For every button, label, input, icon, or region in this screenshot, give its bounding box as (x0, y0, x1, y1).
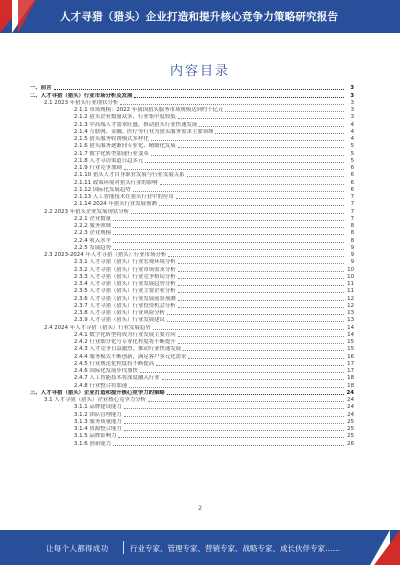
toc-entry-page: 10 (347, 273, 354, 280)
toc-entry-title: 2.4.4 服务模式不断创新，满足客户多元化需求 (74, 353, 187, 360)
toc-dot-leader (176, 198, 344, 199)
toc-entry-page: 4 (350, 121, 354, 128)
toc-entry-page: 8 (350, 223, 354, 229)
toc-dot-leader (148, 401, 344, 402)
toc-entry-title: 2.1.11 政策环境对猎头行业的影响 (74, 179, 158, 186)
toc-dot-leader (124, 416, 344, 417)
toc-entry-title: 2.3 2023-2024 年人才寻猎（猎头）行业市场分析 (44, 252, 167, 258)
toc-entry[interactable] (30, 345, 354, 352)
toc-entry-page: 25 (347, 433, 354, 440)
toc-entry-title: 三、人才寻猎（猎头）企业打造和提升核心竞争力的策略 (30, 389, 165, 396)
toc-dot-leader (162, 379, 344, 380)
toc-entry[interactable] (30, 84, 354, 91)
toc-entry-title: 2.4.5 行业规范化程度将不断提高 (74, 360, 155, 367)
toc-entry[interactable] (30, 91, 354, 98)
toc-entry-page: 7 (350, 208, 354, 215)
toc-dot-leader (178, 263, 344, 264)
toc-entry[interactable] (30, 186, 354, 193)
toc-entry[interactable] (30, 178, 354, 185)
toc-entry-title: 2.4.1 数字化转型将成为行业发展主要方向 (74, 331, 176, 338)
toc-entry-title: 2.1.4 互联网、金融、医疗等行业为猎头服务需求主要领域 (74, 128, 214, 135)
toc-entry-page: 6 (350, 186, 354, 193)
toc-entry-title: 二、人才寻猎（猎头）行业市场分析及发展 (30, 92, 133, 99)
toc-entry-page: 14 (347, 324, 354, 331)
toc-dot-leader (187, 176, 344, 177)
toc-entry[interactable] (30, 410, 354, 417)
toc-entry-title: 2.3.9 人才寻猎（猎头）行业发展建议 (74, 317, 165, 324)
toc-dot-leader (120, 104, 344, 105)
toc-dot-leader (178, 307, 344, 308)
toc-entry-page: 9 (350, 259, 354, 266)
toc-entry[interactable] (30, 244, 354, 251)
toc-entry[interactable] (30, 113, 354, 120)
toc-entry-page: 6 (350, 165, 354, 171)
toc-entry-page: 24 (346, 389, 354, 396)
toc-entry-page: 3 (350, 114, 354, 121)
toc-entry-title: 2.4.3 人才竞争日益激烈，推动行业快速发展 (74, 346, 182, 353)
toc-dot-leader (118, 437, 344, 438)
toc-entry-page: 9 (350, 252, 354, 258)
toc-entry-title: 2.3.1 人才寻猎（猎头）行业宏观环境分析 (74, 259, 176, 266)
toc-entry-title: 3.1 人才寻猎（猎头）企业核心竞争力分析 (44, 397, 146, 403)
toc-entry-page: 15 (347, 346, 354, 353)
toc-entry-page: 24 (347, 411, 354, 418)
toc-dot-leader (129, 387, 344, 388)
toc-entry-title: 2.4.8 行业整合将加速 (74, 382, 128, 389)
toc-dot-leader (153, 329, 344, 330)
footer-services: 行业专家、管理专家、营销专家、战略专家、成长伙伴专家…… (130, 544, 340, 553)
toc-dot-leader (183, 350, 344, 351)
toc-entry-page: 12 (347, 295, 354, 302)
toc-dot-leader (113, 249, 344, 250)
toc-entry-title: 2.1.1 市场规模：2022 年我国猎头服务市场规模达到约千亿元 (74, 107, 224, 113)
toc-entry-title: 2.3.5 人才寻猎（猎头）行业主要企业分析 (74, 288, 176, 295)
toc-entry-title: 2.2.4 收入水平 (74, 237, 111, 244)
toc-dot-leader (167, 314, 344, 315)
toc-entry-title: 2.1.7 数字化转型加速行业变革 (74, 150, 149, 157)
toc-entry-page: 11 (347, 281, 354, 287)
toc-entry-page: 5 (350, 150, 354, 157)
toc-dot-leader (156, 365, 344, 366)
toc-dot-leader (168, 256, 344, 257)
toc-dot-leader (178, 271, 344, 272)
toc-entry-page: 8 (350, 237, 354, 244)
toc-entry-title: 2.2.2 服务领域 (74, 223, 111, 229)
toc-entry-page: 9 (350, 244, 354, 251)
toc-dot-leader (167, 394, 344, 395)
toc-dot-leader (159, 205, 344, 206)
toc-entry-page: 3 (350, 107, 354, 113)
toc-dot-leader (113, 242, 344, 243)
toc-entry[interactable] (30, 418, 354, 425)
toc-entry-title: 2.4.2 行业细分化与专业化程度将不断提升 (74, 339, 176, 345)
toc-entry-page: 24 (347, 404, 354, 411)
toc-dot-leader (145, 162, 344, 163)
toc-dot-leader (124, 430, 344, 431)
toc-dot-leader (124, 423, 344, 424)
toc-entry-page: 18 (347, 382, 354, 389)
toc-entry-page: 14 (347, 331, 354, 338)
toc-entry-page: 5 (350, 157, 354, 164)
toc-entry[interactable] (30, 229, 354, 236)
toc-entry[interactable] (30, 142, 354, 149)
toc-entry-page: 24 (347, 397, 354, 403)
toc-dot-leader (178, 118, 344, 119)
toc-entry[interactable] (30, 258, 354, 265)
toc-dot-leader (113, 234, 344, 235)
toc-entry-title: 3.1.4 资源整合能力 (74, 426, 122, 432)
toc-entry-page: 13 (347, 310, 354, 316)
page-footer-banner (0, 530, 400, 565)
toc-entry[interactable] (30, 360, 354, 367)
header-red-stripe-2 (18, 0, 36, 33)
toc-entry-page: 13 (347, 317, 354, 324)
toc-entry[interactable] (30, 287, 354, 294)
toc-entry[interactable] (30, 99, 354, 106)
toc-entry[interactable] (30, 164, 354, 171)
toc-dot-leader (178, 278, 344, 279)
toc-dot-leader (113, 445, 344, 446)
toc-entry[interactable] (30, 128, 354, 135)
toc-dot-leader (151, 140, 344, 141)
toc-entry-title: 2.1.14 2024 年猎头行业发展预测 (74, 201, 157, 208)
toc-entry-title: 2.2.5 发展趋势 (74, 244, 111, 251)
toc-entry-title: 2.3.3 人才寻猎（猎头）行业竞争格局分析 (74, 273, 176, 280)
toc-entry[interactable] (30, 367, 354, 374)
toc-dot-leader (225, 111, 344, 112)
toc-heading: 内容目录 (169, 64, 230, 79)
toc-dot-leader (188, 358, 344, 359)
toc-entry[interactable] (30, 157, 354, 164)
toc-entry-page: 6 (350, 179, 354, 186)
toc-entry-page: 25 (347, 418, 354, 425)
toc-entry[interactable] (30, 425, 354, 432)
toc-dot-leader (160, 184, 344, 185)
toc-entry-page: 3 (350, 99, 354, 106)
toc-entry-title: 3.1.5 品牌影响力 (74, 433, 117, 440)
toc-entry-page: 4 (350, 136, 354, 142)
toc-entry-title: 2.3.2 人才寻猎（猎头）行业市场需求分析 (74, 266, 176, 273)
toc-entry-page: 10 (347, 266, 354, 273)
toc-entry[interactable] (30, 222, 354, 229)
footer-red-stripe (374, 530, 400, 565)
toc-dot-leader (133, 191, 344, 192)
toc-entry[interactable] (30, 236, 354, 243)
toc-dot-leader (151, 155, 344, 156)
footer-slogan: 让每个人都得成功 (46, 544, 109, 553)
toc-entry[interactable] (30, 215, 354, 222)
toc-dot-leader (131, 213, 344, 214)
toc-entry-page: 12 (347, 302, 354, 309)
page-header-banner (0, 0, 400, 33)
toc-entry[interactable] (30, 403, 354, 410)
toc-entry-page: 3 (350, 92, 354, 99)
toc-entry[interactable] (30, 273, 354, 280)
toc-entry-title: 3.1.3 服务质量能力 (74, 418, 122, 425)
toc-entry-title: 2.2 2023 年猎头企业发展现状分析 (44, 208, 130, 215)
toc-dot-leader (113, 220, 344, 221)
toc-dot-leader (167, 321, 344, 322)
toc-entry[interactable] (30, 331, 354, 338)
toc-entry-page: 7 (350, 215, 354, 222)
table-of-contents (30, 84, 354, 447)
toc-entry-title: 2.4.6 国际化发展步伐加快 (74, 368, 138, 374)
toc-entry[interactable] (30, 396, 354, 403)
toc-dot-leader (124, 408, 344, 409)
toc-entry[interactable] (30, 309, 354, 316)
toc-entry-page: 5 (350, 143, 354, 150)
toc-entry-page: 4 (350, 128, 354, 135)
toc-dot-leader (140, 372, 344, 373)
toc-dot-leader (178, 300, 344, 301)
toc-entry[interactable] (30, 193, 354, 200)
toc-entry[interactable] (30, 149, 354, 156)
toc-entry[interactable] (30, 251, 354, 258)
toc-dot-leader (113, 227, 344, 228)
toc-entry-page: 7 (350, 194, 354, 200)
toc-entry-title: 2.1.3 中高端人才需求旺盛，推动猎头行业快速发展 (74, 121, 198, 128)
toc-dot-leader (134, 97, 344, 98)
toc-dot-leader (54, 89, 344, 90)
toc-entry-page: 18 (347, 375, 354, 382)
toc-entry-title: 2.3.6 人才寻猎（猎头）行业发展前景预测 (74, 295, 176, 302)
toc-dot-leader (124, 169, 344, 170)
toc-entry-title: 3.1.6 创新能力 (74, 440, 111, 447)
toc-entry-page: 25 (347, 426, 354, 432)
toc-entry-title: 2.1.10 猎头人才自身职业发展与行业发展关系 (74, 172, 185, 179)
toc-entry-title: 2.2.1 企业数量 (74, 215, 111, 222)
toc-entry-page: 26 (347, 440, 354, 447)
toc-entry-title: 2.1.2 猎头企业数量众多，行业集中度较低 (74, 114, 176, 121)
toc-dot-leader (199, 126, 344, 127)
toc-entry-page: 17 (347, 360, 354, 367)
toc-dot-leader (215, 133, 344, 134)
toc-entry-page: 17 (347, 368, 354, 374)
toc-entry-page: 8 (350, 230, 354, 237)
toc-entry-title: 2.1.6 猎头服务逐渐向专业化、精细化发展 (74, 143, 176, 150)
toc-entry-title: 2.1.9 行业竞争加剧 (74, 165, 122, 171)
toc-entry[interactable] (30, 171, 354, 178)
toc-entry-page: 6 (350, 172, 354, 179)
page-number: 2 (198, 505, 202, 512)
toc-entry-page: 15 (347, 339, 354, 345)
report-title: 人才寻猎（猎头）企业打造和提升核心竞争力策略研究报告 (60, 11, 339, 23)
toc-entry-page: 7 (350, 201, 354, 208)
toc-entry[interactable] (30, 207, 354, 214)
toc-entry[interactable] (30, 389, 354, 396)
toc-entry[interactable] (30, 294, 354, 301)
toc-entry[interactable] (30, 338, 354, 345)
toc-entry-title: 2.1 2023 年猎头行业现状分析 (44, 99, 119, 106)
toc-entry-title: 2.2.3 企业规模 (74, 230, 111, 237)
toc-dot-leader (178, 343, 344, 344)
toc-entry[interactable] (30, 352, 354, 359)
toc-entry[interactable] (30, 316, 354, 323)
toc-entry[interactable] (30, 302, 354, 309)
toc-entry[interactable] (30, 323, 354, 330)
toc-entry-title: 3.1.2 团队管理能力 (74, 411, 122, 418)
toc-entry[interactable] (30, 265, 354, 272)
toc-entry-title: 2.4.7 人工智能技术将深度融入行业 (74, 375, 160, 382)
toc-entry[interactable] (30, 280, 354, 287)
toc-entry-page: 16 (347, 353, 354, 360)
toc-entry[interactable] (30, 439, 354, 446)
toc-dot-leader (178, 285, 344, 286)
toc-dot-leader (178, 147, 344, 148)
toc-entry-page: 3 (350, 85, 354, 92)
toc-entry-title: 一、前言 (30, 85, 52, 92)
toc-entry[interactable] (30, 432, 354, 439)
toc-entry-title: 2.1.13 人工智能技术在猎头行业中的应用 (74, 194, 174, 200)
toc-entry-title: 2.1.5 猎头服务收费模式多样化 (74, 136, 149, 142)
toc-entry-title: 2.3.7 人才寻猎（猎头）行业投资机会分析 (74, 302, 176, 309)
toc-entry[interactable] (30, 106, 354, 113)
toc-entry[interactable] (30, 374, 354, 381)
footer-divider (123, 541, 124, 554)
toc-entry-title: 2.1.8 人才寻访渠道日趋多元 (74, 157, 144, 164)
toc-entry[interactable] (30, 120, 354, 127)
toc-dot-leader (178, 336, 344, 337)
toc-entry-title: 2.3.4 人才寻猎（猎头）行业发展趋势分析 (74, 281, 176, 287)
toc-entry[interactable] (30, 381, 354, 388)
toc-entry-title: 2.4 2024 年人才寻猎（猎头）行业发展趋势 (44, 324, 151, 331)
toc-entry-title: 2.3.8 人才寻猎（猎头）行业风险分析 (74, 310, 165, 316)
toc-dot-leader (178, 292, 344, 293)
toc-entry-title: 2.1.12 国际化发展趋势 (74, 186, 131, 193)
toc-entry[interactable] (30, 135, 354, 142)
toc-entry-title: 3.1.1 品牌建设能力 (74, 404, 122, 411)
toc-entry-page: 11 (347, 288, 354, 295)
toc-entry[interactable] (30, 200, 354, 207)
